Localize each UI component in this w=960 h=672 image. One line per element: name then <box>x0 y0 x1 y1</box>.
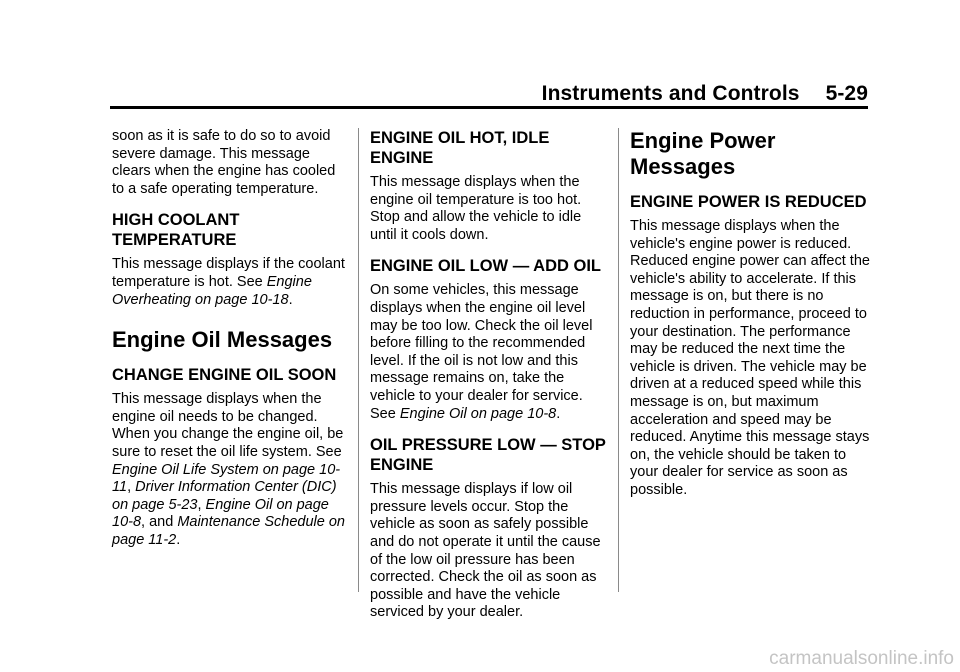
column-1 <box>112 128 350 550</box>
ref-oil-life-system[interactable]: Engine Oil Life System on page 10-11 <box>112 461 341 496</box>
paragraph-oil-pressure-low: This message displays if low oil pressure levels occur. Stop the vehicle as soon as safely possible and do not operate it until the cause of the low oil pressure has been corrected. Check the oil as soon as possible and have the vehicle serviced by your dealer. <box>370 481 601 621</box>
watermark: carmanualsonline.info <box>769 648 954 669</box>
heading-engine-oil-hot: ENGINE OIL HOT, IDLE ENGINE <box>370 129 550 167</box>
text: . <box>288 291 293 308</box>
heading-high-coolant: HIGH COOLANT TEMPERATURE <box>112 211 240 250</box>
paragraph-high-coolant <box>112 256 350 309</box>
column-3 <box>630 128 870 500</box>
heading-engine-power-messages: Engine Power Messages <box>630 128 776 179</box>
paragraph-engine-oil-hot: This message displays when the engine oil temperature is too hot. Stop and allow the vehicle to idle until it cools down. <box>370 174 582 243</box>
page-header <box>542 82 868 106</box>
ref-engine-overheating[interactable]: Engine Overheating on page 10-18 <box>112 273 312 308</box>
text: . <box>176 531 181 548</box>
heading-engine-oil-low: ENGINE OIL LOW — ADD OIL <box>370 257 601 276</box>
column-2 <box>370 128 610 622</box>
ref-maintenance-schedule[interactable]: Maintenance Schedule on page 11-2 <box>112 514 345 548</box>
section-title: Instruments and Controls <box>541 82 800 105</box>
paragraph-engine-power-reduced: This message displays when the vehicle's engine power is reduced. Reduced engine power can affect the vehicle's ability to accelerate. If this message is on, but there is no reduction in performance, proceed to your destination. The performance may be reduced the next time the vehicle is driven. The vehicle may be driven at a reduced speed while this message is on, but maximum acceleration and speed may be reduced. Anytime this message stays on, the vehicle should be taken to your dealer for service as soon as possible. <box>630 218 870 498</box>
text: . <box>556 405 561 422</box>
text: , and <box>141 514 178 531</box>
ref-dic[interactable]: Driver Information Center (DIC) on page 5-23 <box>112 479 337 513</box>
column-divider-1 <box>358 128 359 592</box>
text: This message displays when the engine oil needs to be changed. When you change the engine oil, be sure to reset the oil life system. See <box>112 391 344 460</box>
text: , <box>197 496 206 513</box>
text: This message displays if the coolant temperature is hot. See <box>112 256 345 290</box>
header-rule <box>110 106 868 109</box>
paragraph-continued: soon as it is safe to do so to avoid severe damage. This message clears when the engine has cooled to a safe operating temperature. <box>112 128 336 197</box>
heading-oil-pressure-low: OIL PRESSURE LOW — STOP ENGINE <box>370 436 606 475</box>
column-divider-2 <box>618 128 619 592</box>
heading-engine-oil-messages: Engine Oil Messages <box>112 327 333 353</box>
text: On some vehicles, this message displays when the engine oil level may be too low. Check the oil level before filling to the recommended level. If the oil is not low and this message remains on, take the vehicle to your dealer for service. See <box>370 282 593 422</box>
paragraph-change-engine-oil <box>112 391 350 549</box>
text: , <box>127 479 136 496</box>
ref-engine-oil[interactable]: Engine Oil on page 10-8 <box>112 496 329 531</box>
ref-engine-oil[interactable]: Engine Oil on page 10-8 <box>399 405 557 422</box>
heading-change-engine-oil: CHANGE ENGINE OIL SOON <box>112 366 337 385</box>
paragraph-engine-oil-low <box>370 282 610 423</box>
heading-engine-power-reduced: ENGINE POWER IS REDUCED <box>630 193 867 211</box>
page-number: 5-29 <box>825 82 868 105</box>
